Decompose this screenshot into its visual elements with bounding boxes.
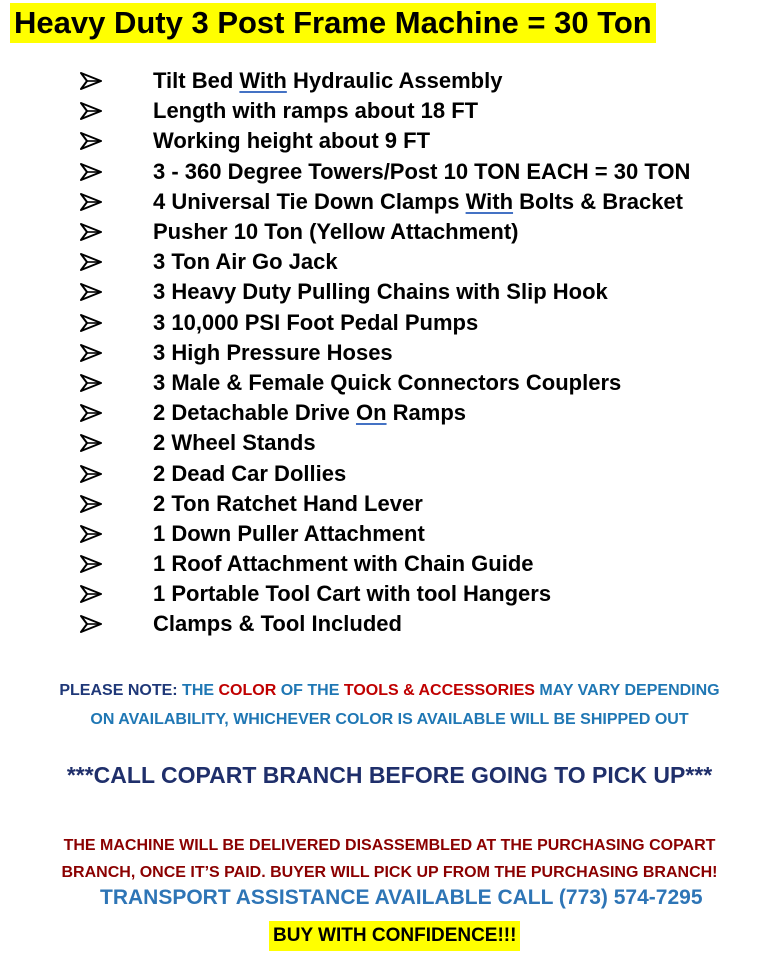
list-item-text: Length with ramps about 18 FT [153,98,479,124]
list-item [80,398,690,428]
list-item-text: Clamps & Tool Included [153,611,402,637]
list-item [80,96,690,126]
arrowhead-bullet-icon [80,404,153,422]
list-item-text: 1 Portable Tool Cart with tool Hangers [153,581,552,607]
note-of-the: OF THE [280,682,344,699]
list-item-text: 2 Ton Ratchet Hand Lever [153,490,423,516]
arrowhead-bullet-icon [80,374,153,392]
arrowhead-bullet-icon [80,585,153,603]
delivery-line-1: THE MACHINE WILL BE DELIVERED DISASSEMBLED AT THE PURCHASING COPART [63,837,716,854]
delivery-notice [0,832,779,886]
list-item [80,368,690,398]
arrowhead-bullet-icon [80,615,153,633]
list-item [80,157,690,187]
note-please: PLEASE NOTE: [59,682,183,699]
note-line-2: ON AVAILABILITY, WHICHEVER COLOR IS AVAILABLE WILL BE SHIPPED OUT [90,711,689,728]
arrowhead-bullet-icon [80,72,153,90]
page-title: Heavy Duty 3 Post Frame Machine = 30 Ton [10,3,656,43]
list-item-text: 2 Detachable Drive On Ramps [153,400,467,426]
arrowhead-bullet-icon [80,193,153,211]
arrowhead-bullet-icon [80,495,153,513]
list-item [80,277,690,307]
list-item-text: Working height about 9 FT [153,128,431,154]
list-item-text: 3 - 360 Degree Towers/Post 10 TON EACH = 30 TON [153,158,691,184]
list-item-text: 2 Dead Car Dollies [153,460,347,486]
feature-list [80,66,690,640]
arrowhead-bullet-icon [80,314,153,332]
arrowhead-bullet-icon [80,283,153,301]
arrowhead-bullet-icon [80,525,153,543]
list-item [80,338,690,368]
arrowhead-bullet-icon [80,555,153,573]
arrowhead-bullet-icon [80,344,153,362]
arrowhead-bullet-icon [80,102,153,120]
note-the: THE [182,682,219,699]
arrowhead-bullet-icon [80,132,153,150]
list-item [80,126,690,156]
list-item-text: 3 Ton Air Go Jack [153,249,338,275]
list-item-text: 3 Heavy Duty Pulling Chains with Slip Hook [153,279,608,305]
list-item [80,489,690,519]
list-item [80,187,690,217]
list-item [80,66,690,96]
list-item-text: 2 Wheel Stands [153,430,316,456]
arrowhead-bullet-icon [80,253,153,271]
list-item [80,458,690,488]
list-item-text: 3 High Pressure Hoses [153,339,393,365]
note-may-vary: MAY VARY DEPENDING [539,682,720,699]
list-item [80,217,690,247]
list-item-text: 3 10,000 PSI Foot Pedal Pumps [153,309,479,335]
list-item [80,428,690,458]
arrowhead-bullet-icon [80,223,153,241]
buy-with-confidence-banner: BUY WITH CONFIDENCE!!! [269,921,520,951]
note-tools: TOOLS & ACCESSORIES [343,682,540,699]
note-line-1 [0,676,779,705]
delivery-line-2: BRANCH, ONCE IT’S PAID. BUYER WILL PICK UP FROM THE PURCHASING BRANCH! [61,864,718,881]
list-item [80,308,690,338]
list-item-text: Tilt Bed With Hydraulic Assembly [153,68,503,94]
list-item-text: 1 Down Puller Attachment [153,520,425,546]
arrowhead-bullet-icon [80,163,153,181]
list-item-text: 1 Roof Attachment with Chain Guide [153,551,534,577]
list-item [80,519,690,549]
arrowhead-bullet-icon [80,434,153,452]
availability-note [0,676,779,734]
list-item [80,609,690,639]
list-item-text: 3 Male & Female Quick Connectors Couplers [153,369,622,395]
arrowhead-bullet-icon [80,465,153,483]
list-item [80,247,690,277]
list-item-text: 4 Universal Tie Down Clamps With Bolts & Bracket [153,188,683,214]
transport-assistance: TRANSPORT ASSISTANCE AVAILABLE CALL (773) 574-7295 [100,886,703,909]
call-branch-notice: ***CALL COPART BRANCH BEFORE GOING TO PICK UP*** [66,762,713,788]
list-item [80,579,690,609]
note-color: COLOR [218,682,281,699]
list-item [80,549,690,579]
list-item-text: Pusher 10 Ton (Yellow Attachment) [153,219,519,245]
